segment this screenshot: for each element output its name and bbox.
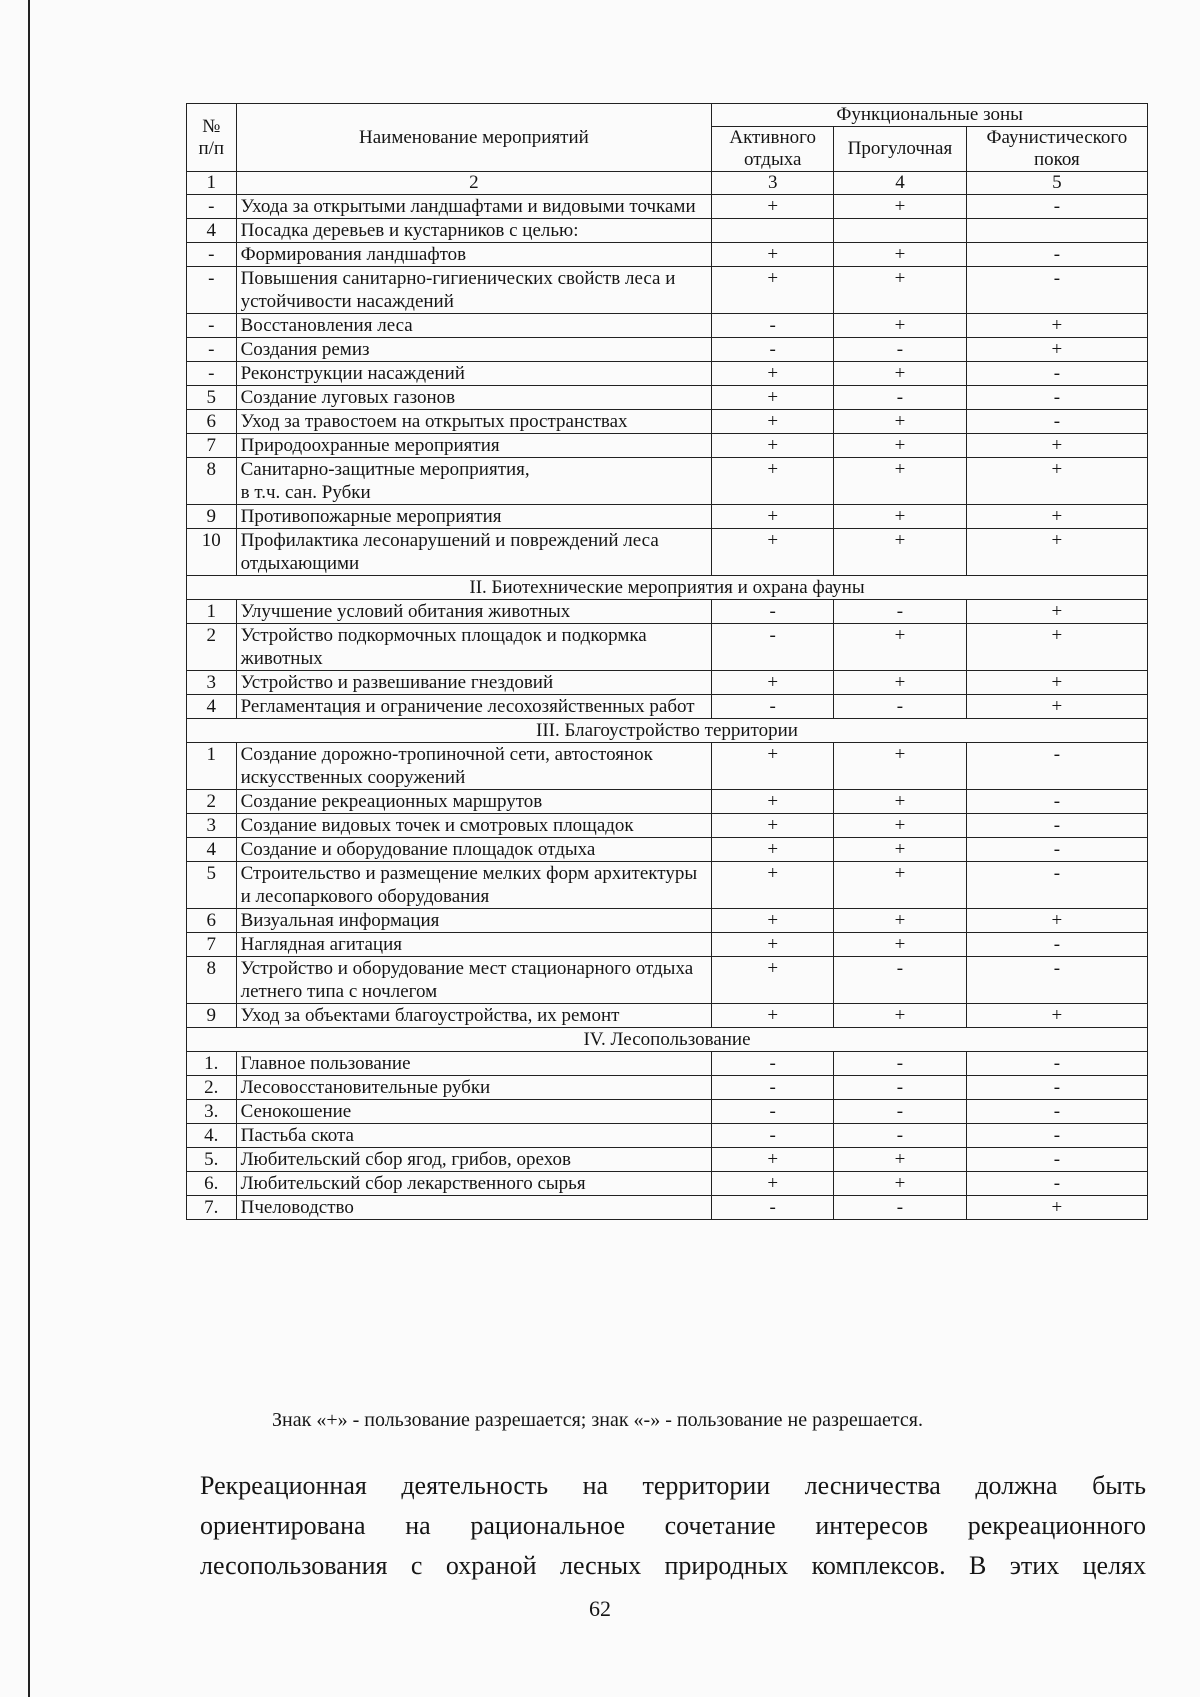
row-number: 4	[187, 695, 237, 719]
active-zone-mark: +	[712, 243, 834, 267]
header-fauna-zone: Фаунистического покоя	[966, 127, 1147, 172]
walking-zone-mark: -	[834, 957, 967, 1004]
column-number: 4	[834, 172, 967, 195]
walking-zone-mark	[834, 219, 967, 243]
measure-name: Посадка деревьев и кустарников с целью:	[236, 219, 712, 243]
fauna-zone-mark: +	[966, 458, 1147, 505]
row-number: 7.	[187, 1196, 237, 1220]
row-number: 5	[187, 862, 237, 909]
row-number: -	[187, 338, 237, 362]
paragraph-line: ориентирована на рациональное сочетание интересов рекреационного	[200, 1511, 1146, 1540]
active-zone-mark	[712, 219, 834, 243]
fauna-zone-mark: -	[966, 814, 1147, 838]
section-row	[187, 719, 1148, 743]
row-number: 1	[187, 600, 237, 624]
row-number: -	[187, 243, 237, 267]
fauna-zone-mark: +	[966, 314, 1147, 338]
row-number: 4	[187, 219, 237, 243]
active-zone-mark: +	[712, 410, 834, 434]
header-walking-zone: Прогулочная	[834, 127, 967, 172]
table-row	[187, 695, 1148, 719]
fauna-zone-mark: -	[966, 362, 1147, 386]
measure-name: Устройство и развешивание гнездовий	[236, 671, 712, 695]
column-numbers-row	[187, 172, 1148, 195]
active-zone-mark: +	[712, 838, 834, 862]
fauna-zone-mark: -	[966, 386, 1147, 410]
header-active-zone: Активного отдыха	[712, 127, 834, 172]
table-row	[187, 1172, 1148, 1196]
measure-name: Ухода за открытыми ландшафтами и видовыми точками	[236, 195, 712, 219]
row-number: -	[187, 314, 237, 338]
active-zone-mark: +	[712, 933, 834, 957]
table-row	[187, 1052, 1148, 1076]
walking-zone-mark: +	[834, 838, 967, 862]
table-row	[187, 362, 1148, 386]
row-number: 6	[187, 909, 237, 933]
active-zone-mark: +	[712, 386, 834, 410]
table-row	[187, 434, 1148, 458]
paragraph-line: лесопользования с охраной лесных природных комплексов. В этих целях	[200, 1551, 1146, 1580]
walking-zone-mark: +	[834, 814, 967, 838]
active-zone-mark: +	[712, 267, 834, 314]
measure-name: Повышения санитарно-гигиенических свойств леса и устойчивости насаждений	[236, 267, 712, 314]
table-row	[187, 1196, 1148, 1220]
active-zone-mark: -	[712, 624, 834, 671]
row-number: -	[187, 362, 237, 386]
measure-name: Создание видовых точек и смотровых площадок	[236, 814, 712, 838]
table-row	[187, 671, 1148, 695]
table-row	[187, 1004, 1148, 1028]
active-zone-mark: +	[712, 362, 834, 386]
fauna-zone-mark: -	[966, 933, 1147, 957]
row-number: 10	[187, 529, 237, 576]
walking-zone-mark: +	[834, 624, 967, 671]
measure-name: Уход за травостоем на открытых пространствах	[236, 410, 712, 434]
row-number: 3	[187, 671, 237, 695]
table-row	[187, 957, 1148, 1004]
active-zone-mark: +	[712, 529, 834, 576]
page-number: 62	[589, 1596, 611, 1621]
walking-zone-mark: +	[834, 314, 967, 338]
column-number: 5	[966, 172, 1147, 195]
measure-name: Лесовосстановительные рубки	[236, 1076, 712, 1100]
fauna-zone-mark	[966, 219, 1147, 243]
walking-zone-mark: -	[834, 1052, 967, 1076]
walking-zone-mark: -	[834, 1196, 967, 1220]
column-number: 3	[712, 172, 834, 195]
measure-name: Реконструкции насаждений	[236, 362, 712, 386]
walking-zone-mark: +	[834, 243, 967, 267]
table-row	[187, 505, 1148, 529]
fauna-zone-mark: +	[966, 1004, 1147, 1028]
measure-name: Наглядная агитация	[236, 933, 712, 957]
row-number: 3.	[187, 1100, 237, 1124]
fauna-zone-mark: +	[966, 529, 1147, 576]
active-zone-mark: -	[712, 695, 834, 719]
walking-zone-mark: +	[834, 1004, 967, 1028]
fauna-zone-mark: +	[966, 505, 1147, 529]
fauna-zone-mark: -	[966, 410, 1147, 434]
table-row	[187, 1124, 1148, 1148]
fauna-zone-mark: +	[966, 1196, 1147, 1220]
fauna-zone-mark: -	[966, 838, 1147, 862]
header-row	[187, 104, 1148, 127]
table-row	[187, 862, 1148, 909]
walking-zone-mark: +	[834, 434, 967, 458]
measure-name: Природоохранные мероприятия	[236, 434, 712, 458]
fauna-zone-mark: +	[966, 671, 1147, 695]
legend-note: Знак «+» - пользование разрешается; знак «-» - пользование не разрешается.	[272, 1409, 923, 1431]
measure-name: Противопожарные мероприятия	[236, 505, 712, 529]
active-zone-mark: +	[712, 1148, 834, 1172]
walking-zone-mark: +	[834, 410, 967, 434]
fauna-zone-mark: -	[966, 1076, 1147, 1100]
fauna-zone-mark: +	[966, 600, 1147, 624]
walking-zone-mark: +	[834, 362, 967, 386]
measure-name: Создания ремиз	[236, 338, 712, 362]
measure-name: Сенокошение	[236, 1100, 712, 1124]
header-name: Наименование мероприятий	[236, 104, 712, 172]
row-number: 2	[187, 624, 237, 671]
row-number: -	[187, 267, 237, 314]
fauna-zone-mark: +	[966, 909, 1147, 933]
measure-name: Улучшение условий обитания животных	[236, 600, 712, 624]
active-zone-mark: +	[712, 505, 834, 529]
active-zone-mark: -	[712, 1100, 834, 1124]
walking-zone-mark: +	[834, 1148, 967, 1172]
row-number: 6.	[187, 1172, 237, 1196]
fauna-zone-mark: -	[966, 743, 1147, 790]
walking-zone-mark: +	[834, 458, 967, 505]
row-number: 2	[187, 790, 237, 814]
measure-name: Профилактика лесонарушений и повреждений леса отдыхающими	[236, 529, 712, 576]
measure-name: Главное пользование	[236, 1052, 712, 1076]
walking-zone-mark: +	[834, 933, 967, 957]
measure-name: Создание и оборудование площадок отдыха	[236, 838, 712, 862]
active-zone-mark: -	[712, 1052, 834, 1076]
walking-zone-mark: +	[834, 743, 967, 790]
table-row	[187, 219, 1148, 243]
active-zone-mark: -	[712, 314, 834, 338]
measure-name: Любительский сбор ягод, грибов, орехов	[236, 1148, 712, 1172]
header-number: № п/п	[187, 104, 237, 172]
measure-name: Устройство подкормочных площадок и подкормка животных	[236, 624, 712, 671]
table-row	[187, 267, 1148, 314]
measure-name: Санитарно-защитные мероприятия, в т.ч. сан. Рубки	[236, 458, 712, 505]
active-zone-mark: +	[712, 814, 834, 838]
section-title: IV. Лесопользование	[187, 1028, 1148, 1052]
measure-name: Любительский сбор лекарственного сырья	[236, 1172, 712, 1196]
walking-zone-mark: +	[834, 1172, 967, 1196]
fauna-zone-mark: +	[966, 624, 1147, 671]
table-row	[187, 314, 1148, 338]
row-number: 6	[187, 410, 237, 434]
measure-name: Создание рекреационных маршрутов	[236, 790, 712, 814]
fauna-zone-mark: -	[966, 790, 1147, 814]
active-zone-mark: +	[712, 458, 834, 505]
active-zone-mark: +	[712, 195, 834, 219]
walking-zone-mark: -	[834, 695, 967, 719]
active-zone-mark: -	[712, 1124, 834, 1148]
walking-zone-mark: -	[834, 1100, 967, 1124]
body-paragraph	[200, 1466, 1146, 1586]
row-number: 1.	[187, 1052, 237, 1076]
table-row	[187, 1100, 1148, 1124]
active-zone-mark: +	[712, 743, 834, 790]
table-row	[187, 458, 1148, 505]
row-number: 8	[187, 458, 237, 505]
row-number: 9	[187, 1004, 237, 1028]
table-row	[187, 743, 1148, 790]
section-title: III. Благоустройство территории	[187, 719, 1148, 743]
table-row	[187, 410, 1148, 434]
walking-zone-mark: +	[834, 909, 967, 933]
table-row	[187, 338, 1148, 362]
row-number: 7	[187, 933, 237, 957]
walking-zone-mark: +	[834, 267, 967, 314]
table-row	[187, 838, 1148, 862]
table-row	[187, 1076, 1148, 1100]
walking-zone-mark: -	[834, 600, 967, 624]
column-number: 2	[236, 172, 712, 195]
row-number: 9	[187, 505, 237, 529]
row-number: 7	[187, 434, 237, 458]
measure-name: Пастьба скота	[236, 1124, 712, 1148]
fauna-zone-mark: -	[966, 267, 1147, 314]
table-row	[187, 386, 1148, 410]
table-row	[187, 529, 1148, 576]
walking-zone-mark: -	[834, 386, 967, 410]
measure-name: Восстановления леса	[236, 314, 712, 338]
fauna-zone-mark: +	[966, 695, 1147, 719]
walking-zone-mark: -	[834, 1124, 967, 1148]
row-number: 4	[187, 838, 237, 862]
binding-edge-line	[28, 0, 30, 1697]
fauna-zone-mark: -	[966, 195, 1147, 219]
active-zone-mark: +	[712, 1004, 834, 1028]
row-number: 2.	[187, 1076, 237, 1100]
paragraph-line: Рекреационная деятельность на территории лесничества должна быть	[200, 1471, 1146, 1500]
table-row	[187, 1148, 1148, 1172]
active-zone-mark: -	[712, 1196, 834, 1220]
table-row	[187, 814, 1148, 838]
measure-name: Регламентация и ограничение лесохозяйственных работ	[236, 695, 712, 719]
active-zone-mark: -	[712, 600, 834, 624]
fauna-zone-mark: -	[966, 1100, 1147, 1124]
fauna-zone-mark: -	[966, 1172, 1147, 1196]
row-number: 4.	[187, 1124, 237, 1148]
table-row	[187, 909, 1148, 933]
active-zone-mark: +	[712, 957, 834, 1004]
measure-name: Пчеловодство	[236, 1196, 712, 1220]
section-title: II. Биотехнические мероприятия и охрана фауны	[187, 576, 1148, 600]
fauna-zone-mark: -	[966, 1052, 1147, 1076]
row-number: 5	[187, 386, 237, 410]
measures-table	[186, 103, 1148, 1220]
walking-zone-mark: +	[834, 195, 967, 219]
measure-name: Уход за объектами благоустройства, их ремонт	[236, 1004, 712, 1028]
active-zone-mark: +	[712, 862, 834, 909]
measure-name: Устройство и оборудование мест стационарного отдыха летнего типа с ночлегом	[236, 957, 712, 1004]
active-zone-mark: +	[712, 434, 834, 458]
walking-zone-mark: +	[834, 671, 967, 695]
measure-name: Визуальная информация	[236, 909, 712, 933]
fauna-zone-mark: -	[966, 1124, 1147, 1148]
fauna-zone-mark: -	[966, 1148, 1147, 1172]
section-row	[187, 1028, 1148, 1052]
active-zone-mark: +	[712, 790, 834, 814]
table-row	[187, 933, 1148, 957]
walking-zone-mark: +	[834, 862, 967, 909]
active-zone-mark: +	[712, 671, 834, 695]
table-body	[187, 195, 1148, 1220]
fauna-zone-mark: +	[966, 338, 1147, 362]
row-number: 5.	[187, 1148, 237, 1172]
section-row	[187, 576, 1148, 600]
table-row	[187, 790, 1148, 814]
row-number: 1	[187, 743, 237, 790]
fauna-zone-mark: -	[966, 243, 1147, 267]
walking-zone-mark: +	[834, 529, 967, 576]
active-zone-mark: -	[712, 338, 834, 362]
row-number: -	[187, 195, 237, 219]
walking-zone-mark: +	[834, 505, 967, 529]
walking-zone-mark: -	[834, 1076, 967, 1100]
walking-zone-mark: -	[834, 338, 967, 362]
measure-name: Создание луговых газонов	[236, 386, 712, 410]
row-number: 8	[187, 957, 237, 1004]
table-row	[187, 243, 1148, 267]
fauna-zone-mark: -	[966, 957, 1147, 1004]
measure-name: Создание дорожно-тропиночной сети, автостоянок искусственных сооружений	[236, 743, 712, 790]
table-row	[187, 624, 1148, 671]
measure-name: Формирования ландшафтов	[236, 243, 712, 267]
table-row	[187, 195, 1148, 219]
column-number: 1	[187, 172, 237, 195]
fauna-zone-mark: +	[966, 434, 1147, 458]
measure-name: Строительство и размещение мелких форм архитектуры и лесопаркового оборудования	[236, 862, 712, 909]
active-zone-mark: +	[712, 1172, 834, 1196]
table-row	[187, 600, 1148, 624]
active-zone-mark: +	[712, 909, 834, 933]
fauna-zone-mark: -	[966, 862, 1147, 909]
header-functional-zones: Функциональные зоны	[712, 104, 1148, 127]
active-zone-mark: -	[712, 1076, 834, 1100]
walking-zone-mark: +	[834, 790, 967, 814]
row-number: 3	[187, 814, 237, 838]
